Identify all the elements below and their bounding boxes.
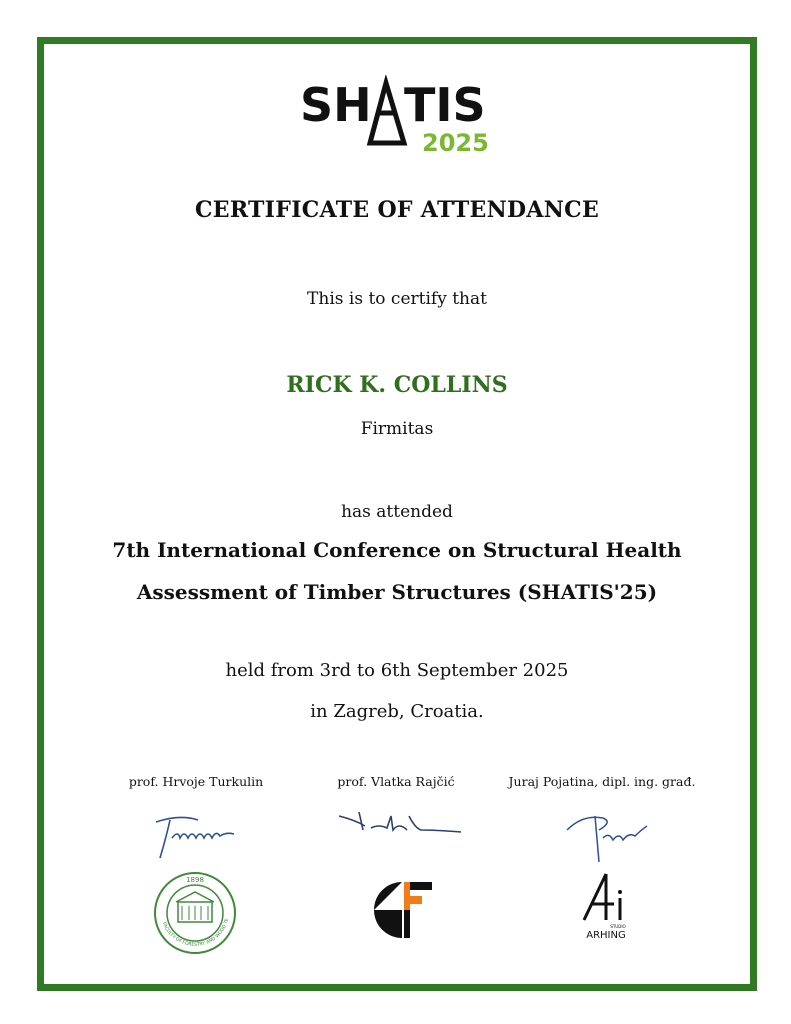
conference-title-line2: Assessment of Timber Structures (SHATIS'25) xyxy=(136,580,658,604)
conference-emblem-icon xyxy=(372,880,434,940)
conference-title-line1: 7th International Conference on Structural Health xyxy=(112,538,682,562)
signature-3 xyxy=(563,808,653,868)
logo-year: 2025 xyxy=(422,129,489,155)
recipient-organization: Firmitas xyxy=(360,419,434,439)
signatory-name-3: Juraj Pojatina, dipl. ing. građ. xyxy=(508,774,696,789)
arhing-sub-label: STUDIO xyxy=(610,924,626,929)
shatis-logo-graphic xyxy=(300,75,500,155)
shatis-logo xyxy=(300,75,500,155)
arhing-label: ARHING xyxy=(586,930,626,941)
arhing-logo-icon xyxy=(576,870,636,942)
event-location: in Zagreb, Croatia. xyxy=(310,701,484,722)
faculty-seal-text-path: FACULTY OF FORESTRY AND WOOD TE xyxy=(160,918,231,948)
faculty-seal-icon xyxy=(152,870,238,956)
signatory-name-1: prof. Hrvoje Turkulin xyxy=(128,774,264,789)
certify-text: This is to certify that xyxy=(307,289,487,309)
logo-text-tis: TIS xyxy=(404,78,486,132)
logo-text-sh: SH xyxy=(300,78,372,132)
signature-2 xyxy=(335,808,465,848)
signature-1 xyxy=(150,808,240,864)
recipient-name: RICK K. COLLINS xyxy=(286,372,508,398)
event-dates: held from 3rd to 6th September 2025 xyxy=(225,660,569,681)
faculty-seal-year: 1898 xyxy=(186,876,204,884)
attended-text: has attended xyxy=(341,502,453,522)
certificate-title: CERTIFICATE OF ATTENDANCE xyxy=(194,197,600,223)
signatory-name-2: prof. Vlatka Rajčić xyxy=(337,774,455,789)
